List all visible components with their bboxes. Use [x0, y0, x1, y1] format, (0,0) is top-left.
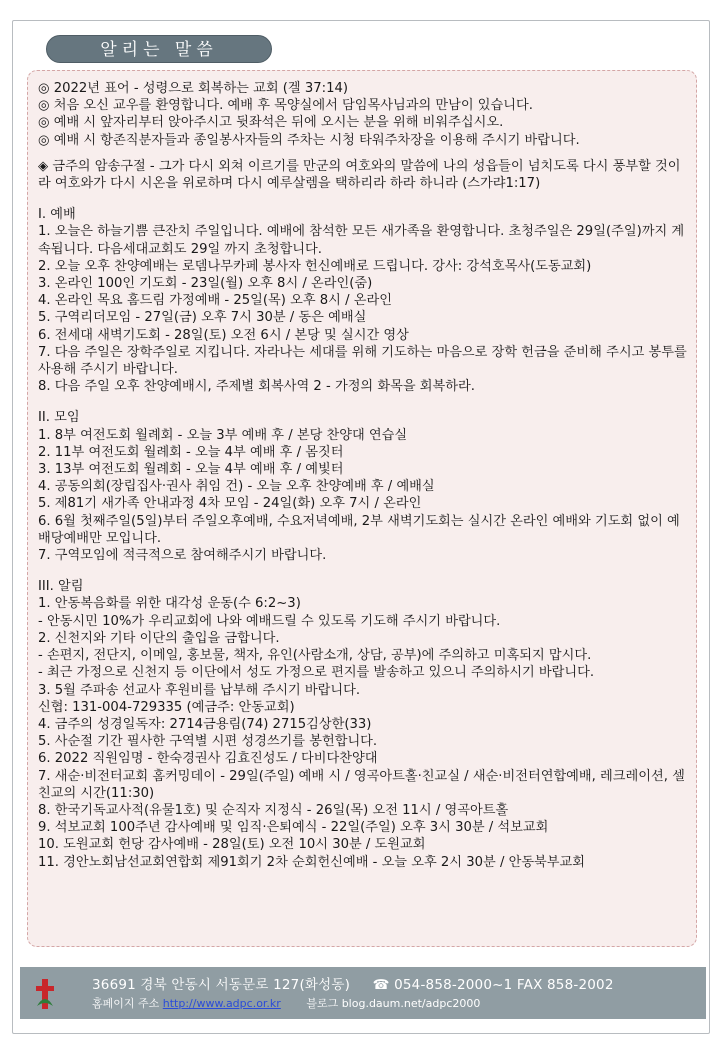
- homepage-link[interactable]: http://www.adpc.or.kr: [162, 997, 281, 1010]
- section-worship: [38, 206, 688, 395]
- list-item: - 최근 가정으로 신천지 등 이단에서 성도 가정으로 편지를 발송하고 있으니 주의하시기 바랍니다.: [38, 665, 595, 681]
- logo-cross-horizontal: [36, 986, 54, 991]
- memory-verse: ◈ 금주의 암송구절 - 그가 다시 외쳐 이르기를 만군의 여호와의 말씀에 나의 성읍들이 넘치도록 다시 풍부할 것이라 여호와가 다시 시온을 위로하며 다시 예루살렘을 택하리라 하라 하니라 (스가랴1:17): [38, 158, 681, 192]
- church-logo-icon: [34, 978, 56, 1010]
- list-item: - 안동시민 10%가 우리교회에 나와 예배드릴 수 있도록 기도해 주시기 바랍니다.: [38, 613, 501, 629]
- section-heading: I. 예배: [38, 207, 76, 223]
- footer-address-line: [92, 973, 614, 993]
- homepage-label: 홈페이지 주소: [92, 997, 160, 1010]
- church-address: 36691 경북 안동시 서동문로 127(화성동): [92, 977, 351, 993]
- list-item: 2. 11부 여전도회 월례회 - 오늘 4부 예배 후 / 몸짓터: [38, 444, 344, 460]
- list-item: 4. 공동의회(장립집사·권사 취임 건) - 오늘 오후 찬양예배 후 / 예배실: [38, 479, 435, 495]
- list-item: - 손편지, 전단지, 이메일, 홍보물, 책자, 유인(사람소개, 상담, 공부)에 주의하고 미혹되지 맙시다.: [38, 648, 592, 664]
- list-item: 3. 13부 여전도회 월례회 - 오늘 4부 예배 후 / 예빛터: [38, 462, 344, 478]
- list-item: 6. 전세대 새벽기도회 - 28일(토) 오전 6시 / 본당 및 실시간 영상: [38, 327, 409, 343]
- intro-line: ◎ 2022년 표어 - 성령으로 회복하는 교회 (겔 37:14): [38, 81, 349, 96]
- footer-links-line: [92, 995, 480, 1011]
- list-item: 3. 5월 주파송 선교사 후원비를 납부해 주시기 바랍니다.: [38, 682, 361, 698]
- list-item: 4. 온라인 목요 홈드림 가정예배 - 25일(목) 오후 8시 / 온라인: [38, 293, 392, 309]
- section-notices: [38, 578, 688, 870]
- page-title: 알리는 말씀: [46, 35, 272, 63]
- list-item: 5. 구역리더모임 - 27일(금) 오후 7시 30분 / 동은 예배실: [38, 310, 367, 326]
- intro-line: ◎ 처음 오신 교우를 환영합니다. 예배 후 목양실에서 담임목사님과의 만남이 있습니다.: [38, 98, 533, 114]
- list-item: 1. 8부 여전도회 월례회 - 오늘 3부 예배 후 / 본당 찬양대 연습실: [38, 427, 408, 443]
- list-item: 7. 구역모임에 적극적으로 참여해주시기 바랍니다.: [38, 548, 327, 564]
- announcement-box: [27, 70, 697, 947]
- list-item: 1. 오늘은 하늘기쁨 큰잔치 주일입니다. 예배에 참석한 모든 새가족을 환영합니다. 초청주일은 29일(주일)까지 계속됩니다. 다음세대교회도 29일 까지 초청합니다.: [38, 224, 685, 257]
- intro-line: ◎ 예배 시 항존직분자들과 종일봉사자들의 주차는 시청 타워주차장을 이용해 주시기 바랍니다.: [38, 132, 580, 148]
- list-item: 9. 석보교회 100주년 감사예배 및 임직·은퇴예식 - 22일(주일) 오후 3시 30분 / 석보교회: [38, 820, 549, 836]
- intro-block: [38, 80, 688, 149]
- list-item: 1. 안동복음화를 위한 대각성 운동(수 6:2~3): [38, 596, 301, 612]
- list-item: 4. 금주의 성경일독자: 2714금용림(74) 2715김상한(33): [38, 716, 372, 732]
- list-item: 5. 사순절 기간 필사한 구역별 시편 성경쓰기를 봉헌합니다.: [38, 734, 378, 750]
- list-item: 8. 한국기독교사적(유물1호) 및 순직자 지정식 - 26일(목) 오전 11시 / 영곡아트홀: [38, 802, 509, 818]
- list-item: 5. 제81기 새가족 안내과정 4차 모임 - 24일(화) 오후 7시 / 온라인: [38, 496, 422, 512]
- church-phone: ☎ 054-858-2000~1 FAX 858-2002: [372, 977, 614, 993]
- logo-cross-vertical: [42, 979, 48, 1009]
- list-item: 6. 6월 첫째주일(5일)부터 주일오후예배, 수요저녁예배, 2부 새벽기도회는 실시간 온라인 예배와 기도회 없이 예배당예배만 모입니다.: [38, 513, 680, 546]
- list-item: 2. 오늘 오후 찬양예배는 로뎀나무카페 봉사자 헌신예배로 드립니다. 강사: 강석호목사(도동교회): [38, 258, 592, 274]
- list-item: 7. 새순·비전터교회 홈커밍데이 - 29일(주일) 예배 시 / 영곡아트홀·친교실 / 새순·비전터연합예배, 레크레이션, 셀 친교의 시간(11:30): [38, 768, 685, 801]
- list-item: 7. 다음 주일은 장학주일로 지킵니다. 자라나는 세대를 위해 기도하는 마음으로 장학 헌금을 준비해 주시고 봉투를 사용해 주시기 바랍니다.: [38, 344, 687, 378]
- section-meetings: [38, 409, 688, 564]
- list-item: 3. 온라인 100인 기도회 - 23일(월) 오후 8시 / 온라인(줌): [38, 276, 373, 292]
- list-item: 11. 경안노회남선교회연합회 제91회기 2차 순회헌신예배 - 오늘 오후 2시 30분 / 안동북부교회: [38, 854, 586, 870]
- list-item: 10. 도원교회 헌당 감사예배 - 28일(토) 오전 10시 30분 / 도원교회: [38, 837, 426, 853]
- section-heading: III. 알림: [38, 579, 84, 595]
- list-item: 6. 2022 직원임명 - 한숙경권사 김효진성도 / 다비다찬양대: [38, 751, 378, 767]
- list-item: 2. 신천지와 기타 이단의 출입을 금합니다.: [38, 630, 280, 646]
- list-item: 신협: 131-004-729335 (예금주: 안동교회): [38, 699, 295, 715]
- section-heading: II. 모임: [38, 410, 80, 426]
- blog-link[interactable]: 블로그 blog.daum.net/adpc2000: [306, 997, 481, 1010]
- intro-line: ◎ 예배 시 앞자리부터 앉아주시고 뒷좌석은 뒤에 오시는 분을 위해 비워주십시오.: [38, 115, 504, 131]
- list-item: 8. 다음 주일 오후 찬양예배시, 주제별 회복사역 2 - 가정의 화목을 회복하라.: [38, 379, 475, 395]
